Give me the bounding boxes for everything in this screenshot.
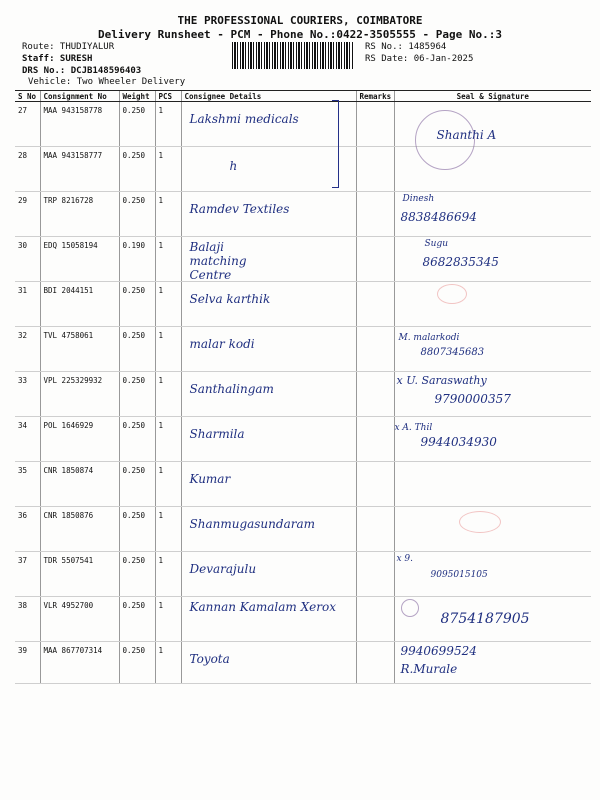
consignee-handwriting: Selva karthik xyxy=(189,292,271,306)
cell-weight: 0.250 xyxy=(119,102,155,147)
cell-weight: 0.250 xyxy=(119,327,155,372)
signature-handwriting: x U. Saraswathy xyxy=(396,374,487,387)
consignment-table xyxy=(15,90,591,684)
cell-weight: 0.190 xyxy=(119,237,155,282)
cell-seal xyxy=(394,507,591,552)
cell-sno: 28 xyxy=(15,147,40,192)
cell-consignee xyxy=(181,282,356,327)
signature-handwriting: Dinesh xyxy=(402,194,435,204)
cell-consignee xyxy=(181,597,356,642)
cell-remarks xyxy=(356,327,394,372)
cell-consignee xyxy=(181,372,356,417)
cell-remarks xyxy=(356,102,394,147)
cell-seal xyxy=(394,552,591,597)
header-consignee: Consignee Details xyxy=(181,91,356,102)
cell-pcs: 1 xyxy=(155,597,181,642)
cell-consignee xyxy=(181,102,356,147)
cell-consignee xyxy=(181,327,356,372)
cell-sno: 37 xyxy=(15,552,40,597)
phone-handwriting: 9940699524 xyxy=(400,644,477,658)
cell-consignment: CNR 1850876 xyxy=(40,507,119,552)
phone-handwriting: 9095015105 xyxy=(430,570,488,580)
cell-pcs: 1 xyxy=(155,237,181,282)
cell-sno: 31 xyxy=(15,282,40,327)
cell-remarks xyxy=(356,282,394,327)
consignee-handwriting: Lakshmi medicals xyxy=(189,112,299,126)
cell-sno: 29 xyxy=(15,192,40,237)
table-header-row xyxy=(15,91,591,102)
cell-pcs: 1 xyxy=(155,462,181,507)
header-sno: S No xyxy=(15,91,40,102)
header-remarks: Remarks xyxy=(356,91,394,102)
table-row xyxy=(15,282,591,327)
consignee-handwriting: Balaji matching Centre xyxy=(189,240,247,282)
table-row xyxy=(15,507,591,552)
cell-consignment: EDQ 15058194 xyxy=(40,237,119,282)
rs-date: RS Date: 06-Jan-2025 xyxy=(365,54,474,64)
table-row xyxy=(15,462,591,507)
consignee-handwriting: Ramdev Textiles xyxy=(189,202,290,216)
cell-consignment: BDI 2044151 xyxy=(40,282,119,327)
cell-seal xyxy=(394,102,591,147)
cell-pcs: 1 xyxy=(155,147,181,192)
cell-sno: 39 xyxy=(15,642,40,684)
consignee-handwriting: Kumar xyxy=(189,472,231,486)
consignee-handwriting: malar kodi xyxy=(189,337,255,351)
consignee-handwriting: Kannan Kamalam Xerox xyxy=(189,600,336,614)
header-seal: Seal & Signature xyxy=(394,91,591,102)
table-row xyxy=(15,192,591,237)
handwritten-bracket xyxy=(332,100,339,188)
table-row xyxy=(15,597,591,642)
cell-weight: 0.250 xyxy=(119,147,155,192)
signature-handwriting: x 9. xyxy=(396,554,414,564)
cell-remarks xyxy=(356,417,394,462)
table-row xyxy=(15,552,591,597)
cell-consignee xyxy=(181,417,356,462)
table-row xyxy=(15,237,591,282)
phone-handwriting: 8807345683 xyxy=(420,347,485,358)
header-pcs: PCS xyxy=(155,91,181,102)
cell-consignment: VLR 4952700 xyxy=(40,597,119,642)
cell-consignee xyxy=(181,192,356,237)
cell-pcs: 1 xyxy=(155,642,181,684)
cell-remarks xyxy=(356,642,394,684)
consignee-handwriting: Santhalingam xyxy=(189,382,274,396)
vehicle-label: Vehicle: Two Wheeler Delivery xyxy=(28,77,186,87)
cell-weight: 0.250 xyxy=(119,642,155,684)
cell-consignment: MAA 943158778 xyxy=(40,102,119,147)
cell-consignment: MAA 943158777 xyxy=(40,147,119,192)
consignee-handwriting: Sharmila xyxy=(189,427,245,441)
cell-consignment: TVL 4758061 xyxy=(40,327,119,372)
cell-seal xyxy=(394,327,591,372)
cell-consignee xyxy=(181,147,356,192)
cell-remarks xyxy=(356,237,394,282)
cell-pcs: 1 xyxy=(155,507,181,552)
table-row xyxy=(15,372,591,417)
cell-consignment: MAA 867707314 xyxy=(40,642,119,684)
cell-seal xyxy=(394,147,591,192)
consignee-handwriting: Devarajulu xyxy=(189,562,257,576)
signature-handwriting: M. malarkodi xyxy=(398,333,460,343)
cell-weight: 0.250 xyxy=(119,372,155,417)
cell-remarks xyxy=(356,147,394,192)
cell-seal xyxy=(394,597,591,642)
cell-sno: 35 xyxy=(15,462,40,507)
cell-seal xyxy=(394,192,591,237)
cell-remarks xyxy=(356,462,394,507)
cell-weight: 0.250 xyxy=(119,462,155,507)
cell-pcs: 1 xyxy=(155,192,181,237)
seal-stamp xyxy=(459,511,501,533)
seal-stamp xyxy=(437,284,467,304)
cell-consignment: VPL 225329932 xyxy=(40,372,119,417)
barcode-image xyxy=(232,42,354,69)
cell-sno: 36 xyxy=(15,507,40,552)
phone-handwriting: 8754187905 xyxy=(440,611,530,627)
cell-consignment: POL 1646929 xyxy=(40,417,119,462)
table-row xyxy=(15,417,591,462)
route-label: Route: THUDIYALUR xyxy=(22,42,115,52)
drs-number: DRS No.: DCJB148596403 xyxy=(22,66,142,76)
cell-weight: 0.250 xyxy=(119,417,155,462)
company-title: THE PROFESSIONAL COURIERS, COIMBATORE xyxy=(177,14,423,27)
staff-label: Staff: SURESH xyxy=(22,54,93,64)
seal-stamp xyxy=(401,599,419,617)
cell-sno: 32 xyxy=(15,327,40,372)
cell-seal xyxy=(394,417,591,462)
cell-sno: 27 xyxy=(15,102,40,147)
cell-seal xyxy=(394,372,591,417)
header-weight: Weight xyxy=(119,91,155,102)
cell-remarks xyxy=(356,192,394,237)
cell-consignment: CNR 1850874 xyxy=(40,462,119,507)
cell-weight: 0.250 xyxy=(119,552,155,597)
table-row xyxy=(15,327,591,372)
cell-seal xyxy=(394,237,591,282)
cell-sno: 34 xyxy=(15,417,40,462)
rs-number: RS No.: 1485964 xyxy=(365,42,447,52)
cell-pcs: 1 xyxy=(155,417,181,462)
runsheet-title: Delivery Runsheet - PCM - Phone No.:0422-3505555 - Page No.:3 xyxy=(98,28,502,41)
cell-consignee xyxy=(181,507,356,552)
table-row xyxy=(15,642,591,684)
cell-pcs: 1 xyxy=(155,282,181,327)
consignee-handwriting: Shanmugasundaram xyxy=(189,517,315,531)
cell-consignment: TRP 8216728 xyxy=(40,192,119,237)
table-row xyxy=(15,102,591,147)
cell-remarks xyxy=(356,552,394,597)
header-consignment: Consignment No xyxy=(40,91,119,102)
cell-remarks xyxy=(356,372,394,417)
cell-pcs: 1 xyxy=(155,552,181,597)
cell-consignee xyxy=(181,552,356,597)
cell-weight: 0.250 xyxy=(119,597,155,642)
consignee-handwriting: Toyota xyxy=(189,652,230,666)
cell-seal xyxy=(394,282,591,327)
cell-weight: 0.250 xyxy=(119,507,155,552)
cell-remarks xyxy=(356,507,394,552)
phone-handwriting: 9944034930 xyxy=(420,435,497,449)
cell-pcs: 1 xyxy=(155,372,181,417)
phone-handwriting: 9790000357 xyxy=(434,392,511,406)
cell-sno: 38 xyxy=(15,597,40,642)
cell-consignee xyxy=(181,642,356,684)
cell-remarks xyxy=(356,597,394,642)
phone-handwriting: 8838486694 xyxy=(400,210,477,224)
cell-pcs: 1 xyxy=(155,327,181,372)
signature-handwriting: x A. Thil xyxy=(394,423,433,433)
cell-seal xyxy=(394,462,591,507)
signature-handwriting: R.Murale xyxy=(400,662,458,676)
cell-consignment: TDR 5507541 xyxy=(40,552,119,597)
cell-pcs: 1 xyxy=(155,102,181,147)
cell-weight: 0.250 xyxy=(119,192,155,237)
signature-handwriting: Shanthi A xyxy=(436,128,497,142)
table-row xyxy=(15,147,591,192)
cell-consignee xyxy=(181,462,356,507)
phone-handwriting: 8682835345 xyxy=(422,255,499,269)
cell-sno: 33 xyxy=(15,372,40,417)
cell-weight: 0.250 xyxy=(119,282,155,327)
cell-seal xyxy=(394,642,591,684)
cell-consignee xyxy=(181,237,356,282)
signature-handwriting: Sugu xyxy=(424,239,449,249)
consignee-handwriting: h xyxy=(229,159,238,173)
cell-sno: 30 xyxy=(15,237,40,282)
